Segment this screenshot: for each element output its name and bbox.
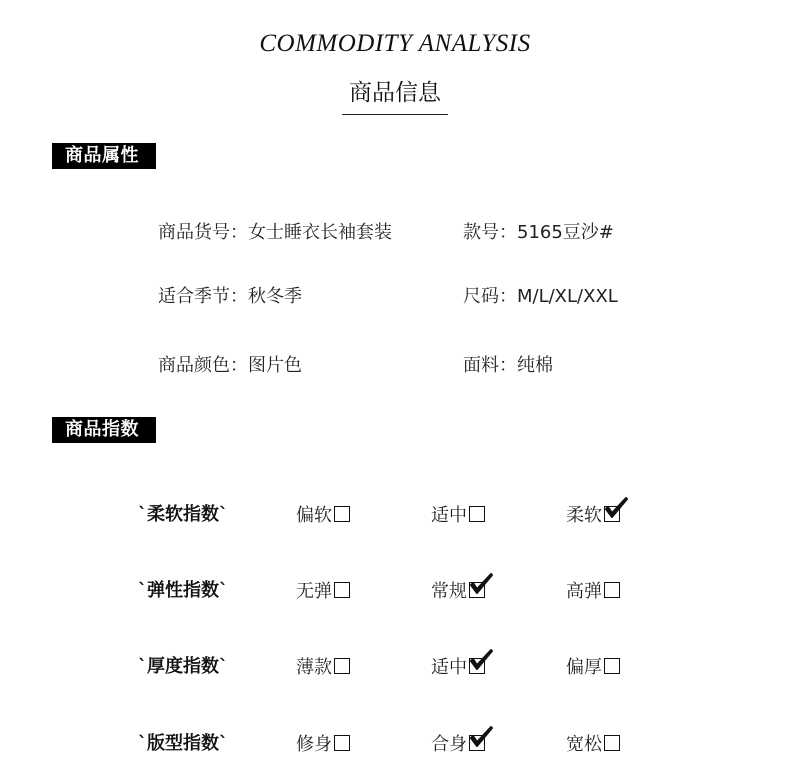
title-underline [342, 114, 448, 115]
index-option[interactable] [431, 653, 485, 679]
attr-color: 商品颜色：图片色 [158, 355, 302, 376]
index-option[interactable] [296, 577, 350, 603]
checkbox-checked-icon[interactable] [469, 658, 485, 674]
attr-item-number: 商品货号：女士睡衣长袖套装 [158, 222, 392, 243]
section-tag-index: 商品指数 [52, 417, 156, 443]
index-option-label: 常规 [431, 581, 467, 602]
index-label: `柔软指数` [138, 504, 228, 525]
checkbox-empty-icon[interactable] [604, 658, 620, 674]
title-english: COMMODITY ANALYSIS [259, 30, 531, 57]
checkbox-checked-icon[interactable] [604, 506, 620, 522]
index-option-label: 适中 [431, 505, 467, 526]
checkbox-empty-icon[interactable] [334, 735, 350, 751]
index-option-label: 薄款 [296, 657, 332, 678]
index-label: `厚度指数` [138, 656, 228, 677]
index-option-label: 偏软 [296, 505, 332, 526]
checkmark-icon [603, 497, 629, 523]
section-tag-attributes: 商品属性 [52, 143, 156, 169]
checkmark-icon [468, 726, 494, 752]
index-option[interactable] [296, 653, 350, 679]
index-option[interactable] [566, 577, 620, 603]
index-option[interactable] [431, 501, 485, 527]
checkbox-empty-icon[interactable] [334, 582, 350, 598]
index-option-label: 高弹 [566, 581, 602, 602]
index-label: `弹性指数` [138, 580, 228, 601]
index-option-label: 无弹 [296, 581, 332, 602]
index-option-label: 修身 [296, 734, 332, 755]
attr-size: 尺码：M/L/XL/XXL [463, 286, 618, 307]
index-option[interactable] [431, 730, 485, 756]
index-option[interactable] [566, 730, 620, 756]
attr-season: 适合季节：秋冬季 [158, 286, 302, 307]
checkbox-empty-icon[interactable] [334, 506, 350, 522]
index-option-label: 偏厚 [566, 657, 602, 678]
index-option[interactable] [566, 653, 620, 679]
index-option[interactable] [296, 501, 350, 527]
index-option[interactable] [431, 577, 485, 603]
index-option-label: 适中 [431, 657, 467, 678]
checkmark-icon [468, 573, 494, 599]
index-option-label: 柔软 [566, 505, 602, 526]
index-option-label: 宽松 [566, 734, 602, 755]
checkbox-empty-icon[interactable] [334, 658, 350, 674]
checkmark-icon [468, 649, 494, 675]
checkbox-checked-icon[interactable] [469, 735, 485, 751]
index-option[interactable] [566, 501, 620, 527]
checkbox-empty-icon[interactable] [604, 735, 620, 751]
checkbox-checked-icon[interactable] [469, 582, 485, 598]
index-label: `版型指数` [138, 733, 228, 754]
index-option-label: 合身 [431, 734, 467, 755]
title-chinese: 商品信息 [349, 80, 441, 106]
index-option[interactable] [296, 730, 350, 756]
attr-fabric: 面料：纯棉 [463, 355, 553, 376]
checkbox-empty-icon[interactable] [604, 582, 620, 598]
checkbox-empty-icon[interactable] [469, 506, 485, 522]
attr-style-number: 款号：5165豆沙# [463, 222, 614, 243]
